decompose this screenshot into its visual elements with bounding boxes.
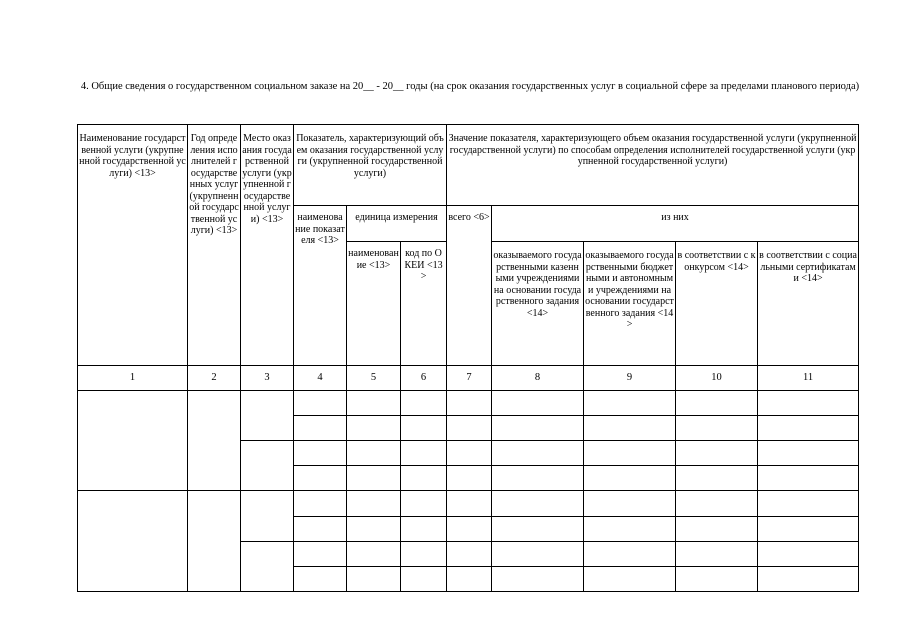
header-unit-name: наименование <13> [347, 242, 401, 366]
header-budget-autonomous: оказываемого государственными бюджетными и автономными учреждениями на основании государственного задания <14> [584, 242, 676, 366]
table-cell[interactable] [294, 566, 347, 591]
column-number: 11 [758, 366, 859, 391]
header-value-group: Значение показателя, характеризующего объем оказания государственной услуги (укрупненной государственной услуги) по способам определения исполнителей государственной услуги (укрупненной государственной услуги) [447, 125, 859, 206]
table-cell[interactable] [676, 516, 758, 541]
column-number: 9 [584, 366, 676, 391]
section-heading: 4. Общие сведения о государственном социальном заказе на 20__ - 20__ годы (на срок оказания государственных услуг в социальной сфере за пределами планового периода) [80, 81, 860, 92]
table-cell[interactable] [676, 441, 758, 466]
table-cell[interactable] [492, 391, 584, 416]
column-number: 2 [188, 366, 241, 391]
header-service-name: Наименование государственной услуги (укрупненной государственной услуги) <13> [78, 125, 188, 366]
table-cell[interactable] [676, 491, 758, 516]
table-cell[interactable] [401, 516, 447, 541]
header-total: всего <6> [447, 206, 492, 366]
table-cell[interactable] [758, 441, 859, 466]
column-number: 8 [492, 366, 584, 391]
header-by-competition: в соответствии с конкурсом <14> [676, 242, 758, 366]
table-cell[interactable] [584, 566, 676, 591]
table-cell[interactable] [676, 541, 758, 566]
place-cell[interactable] [241, 441, 294, 491]
table-cell[interactable] [347, 566, 401, 591]
table-cell[interactable] [447, 541, 492, 566]
table-cell[interactable] [492, 566, 584, 591]
column-number: 1 [78, 366, 188, 391]
table-row [78, 491, 859, 516]
service-name-cell[interactable] [78, 391, 188, 491]
table-cell[interactable] [447, 416, 492, 441]
header-indicator-name: наименование показателя <13> [294, 206, 347, 366]
year-cell[interactable] [188, 491, 241, 592]
table-cell[interactable] [758, 516, 859, 541]
table-cell[interactable] [584, 541, 676, 566]
table-cell[interactable] [584, 516, 676, 541]
table-cell[interactable] [294, 391, 347, 416]
year-cell[interactable] [188, 391, 241, 491]
table-cell[interactable] [447, 441, 492, 466]
table-cell[interactable] [294, 491, 347, 516]
place-cell[interactable] [241, 491, 294, 541]
table-cell[interactable] [401, 541, 447, 566]
column-number: 4 [294, 366, 347, 391]
table-cell[interactable] [347, 391, 401, 416]
table-cell[interactable] [294, 466, 347, 491]
service-name-cell[interactable] [78, 491, 188, 592]
table-cell[interactable] [676, 416, 758, 441]
table-cell[interactable] [347, 491, 401, 516]
table-cell[interactable] [492, 541, 584, 566]
column-number: 3 [241, 366, 294, 391]
table-cell[interactable] [676, 566, 758, 591]
column-numbers-row [78, 366, 859, 391]
header-of-which: из них [492, 206, 859, 242]
column-number: 10 [676, 366, 758, 391]
table-cell[interactable] [347, 541, 401, 566]
table-cell[interactable] [347, 441, 401, 466]
table-cell[interactable] [294, 541, 347, 566]
header-state-owned: оказываемого государственными казенными учреждениями на основании государственного задания <14> [492, 242, 584, 366]
table-cell[interactable] [294, 516, 347, 541]
table-cell[interactable] [401, 441, 447, 466]
column-number: 5 [347, 366, 401, 391]
place-cell[interactable] [241, 391, 294, 441]
social-order-table [77, 124, 859, 592]
table-cell[interactable] [758, 566, 859, 591]
place-cell[interactable] [241, 541, 294, 591]
table-cell[interactable] [584, 391, 676, 416]
header-by-certificates: в соответствии с социальными сертификатами <14> [758, 242, 859, 366]
header-place: Место оказания государственной услуги (укрупненной государственной услуги) <13> [241, 125, 294, 366]
table-row [78, 391, 859, 416]
header-okei-code: код по ОКЕИ <13> [401, 242, 447, 366]
table-cell[interactable] [447, 566, 492, 591]
table-cell[interactable] [492, 441, 584, 466]
table-cell[interactable] [584, 441, 676, 466]
table-cell[interactable] [758, 416, 859, 441]
table-cell[interactable] [294, 441, 347, 466]
table-cell[interactable] [447, 391, 492, 416]
table-cell[interactable] [758, 541, 859, 566]
table-cell[interactable] [401, 466, 447, 491]
table-cell[interactable] [758, 391, 859, 416]
table-cell[interactable] [347, 466, 401, 491]
table-cell[interactable] [758, 466, 859, 491]
table-cell[interactable] [676, 391, 758, 416]
header-indicator-group: Показатель, характеризующий объем оказания государственной услуги (укрупненной государственной услуги) [294, 125, 447, 206]
table-cell[interactable] [294, 416, 347, 441]
table-cell[interactable] [676, 466, 758, 491]
table-cell[interactable] [447, 466, 492, 491]
table-cell[interactable] [401, 391, 447, 416]
table-cell[interactable] [447, 491, 492, 516]
table-cell[interactable] [584, 466, 676, 491]
table-cell[interactable] [492, 416, 584, 441]
table-cell[interactable] [447, 516, 492, 541]
table-cell[interactable] [492, 466, 584, 491]
table-cell[interactable] [584, 416, 676, 441]
table-cell[interactable] [401, 416, 447, 441]
table-cell[interactable] [401, 491, 447, 516]
table-cell[interactable] [584, 491, 676, 516]
table-cell[interactable] [347, 516, 401, 541]
table-cell[interactable] [401, 566, 447, 591]
column-number: 6 [401, 366, 447, 391]
table-cell[interactable] [492, 516, 584, 541]
column-number: 7 [447, 366, 492, 391]
table-cell[interactable] [758, 491, 859, 516]
header-year-determination: Год определения исполнителей государственных услуг (укрупненной государственной услуги) <13> [188, 125, 241, 366]
table-cell[interactable] [492, 491, 584, 516]
header-unit-group: единица измерения [347, 206, 447, 242]
table-cell[interactable] [347, 416, 401, 441]
